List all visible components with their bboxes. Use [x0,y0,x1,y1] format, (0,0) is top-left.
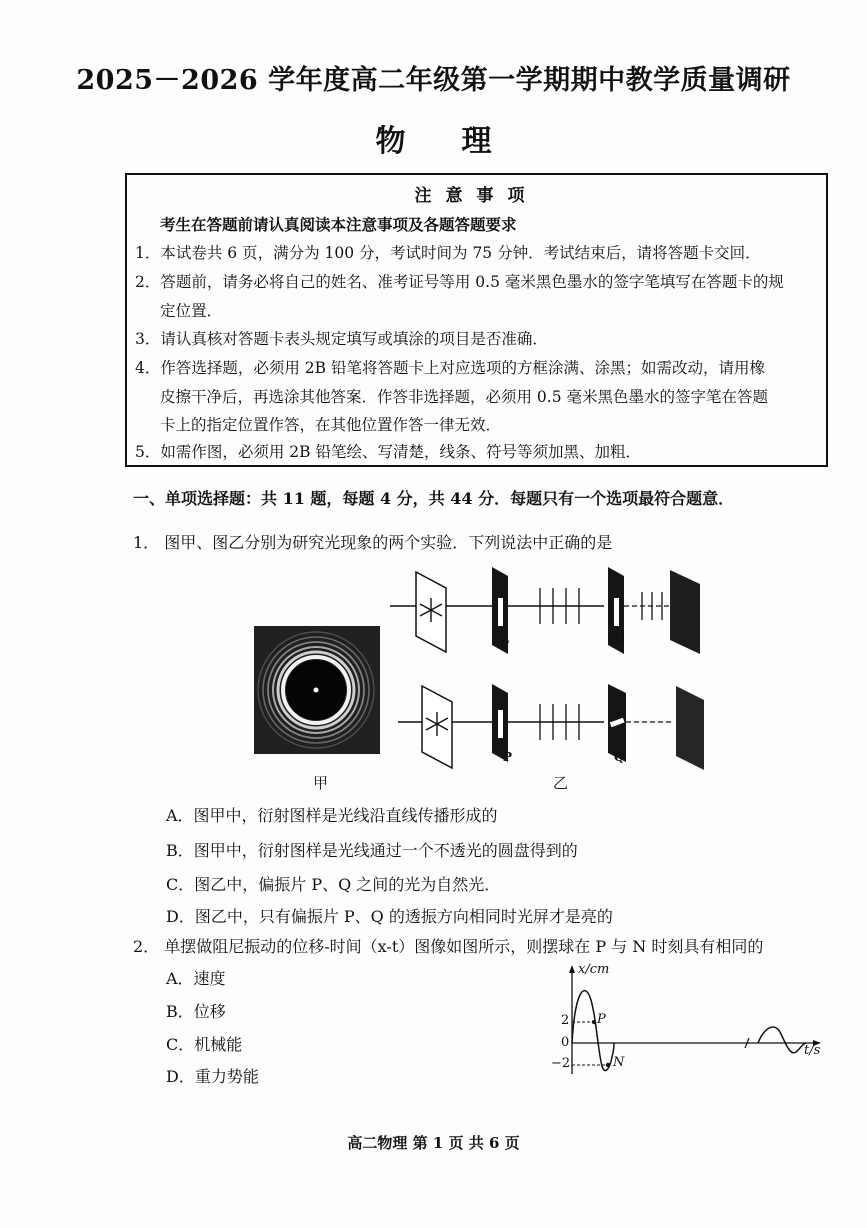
tick-2: 2 [561,1013,570,1028]
notice-heading: 注意事项 [414,186,539,206]
polarizer-experiment-figure [388,562,708,774]
notice-line: 3．请认真核对答题卡表头规定填写或填涂的项目是否准确． [135,330,548,348]
question-1-option-b: B．图甲中，衍射图样是光线通过一个不透光的圆盘得到的 [166,841,578,860]
label-q-top: Q [614,631,625,645]
subject-title: 物理 [375,124,548,159]
question-1-option-a: A．图甲中，衍射图样是光线沿直线传播形成的 [166,806,498,825]
question-1-option-c: C．图乙中，偏振片 P、Q 之间的光为自然光． [166,875,501,894]
point-n-label: N [613,1055,625,1070]
tick-neg2: −2 [551,1056,571,1071]
diffraction-pattern-figure [254,626,380,754]
exam-title: 2025－2026 学年度高二年级第一学期期中教学质量调研 [76,65,791,96]
notice-line: 卡上的指定位置作答，在其他位置作答一律无效． [160,416,502,434]
notice-line: 2．答题前，请务必将自己的姓名、准考证号等用 0.5 毫米黑色墨水的签字笔填写在答题卡的规 [135,273,784,291]
notice-line: 皮擦干净后，再选涂其他答案．作答非选择题，必须用 0.5 毫米黑色墨水的签字笔在答题 [160,388,769,406]
page-footer: 高二物理 第 1 页 共 6 页 [347,1134,520,1152]
point-p-label: P [597,1012,606,1027]
question-2-option-d: D．重力势能 [166,1067,259,1086]
question-2-option-c: C．机械能 [166,1035,243,1054]
section-heading: 一、单项选择题：共 11 题，每题 4 分，共 44 分．每题只有一个选项最符合题意． [133,489,735,508]
notice-line: 1．本试卷共 6 页，满分为 100 分，考试时间为 75 分钟．考试结束后，请将答题卡交回． [135,244,761,262]
figure-jia-caption: 甲 [313,774,329,792]
question-1-option-d: D．图乙中，只有偏振片 P、Q 的透振方向相同时光屏才是亮的 [166,907,613,926]
question-2-stem: 2． 单摆做阻尼振动的位移-时间（x-t）图像如图所示，则摆球在 P 与 N 时刻具有相同的 [133,937,764,956]
damped-oscillation-graph [540,962,830,1082]
notice-box [125,173,828,467]
x-axis-label: t/s [804,1043,821,1058]
label-q-bottom: Q [614,750,625,764]
label-p-top: P [500,637,510,651]
notice-line: 4．作答选择题，必须用 2B 铅笔将答题卡上对应选项的方框涂满、涂黑；如需改动，请用橡 [135,359,765,377]
question-2-option-b: B．位移 [166,1002,226,1021]
label-p-bottom: P [503,750,513,764]
y-axis-label: x/cm [578,962,610,977]
notice-line: 定位置． [160,302,223,320]
question-1-stem: 1． 图甲、图乙分别为研究光现象的两个实验．下列说法中正确的是 [133,533,613,552]
tick-0: 0 [561,1035,570,1050]
notice-line: 5．如需作图，必须用 2B 铅笔绘、写清楚，线条、符号等须加黑、加粗． [135,443,641,461]
figure-yi-caption: 乙 [553,774,569,792]
notice-subheading: 考生在答题前请认真阅读本注意事项及各题答题要求 [160,215,517,234]
question-2-option-a: A．速度 [166,969,226,988]
